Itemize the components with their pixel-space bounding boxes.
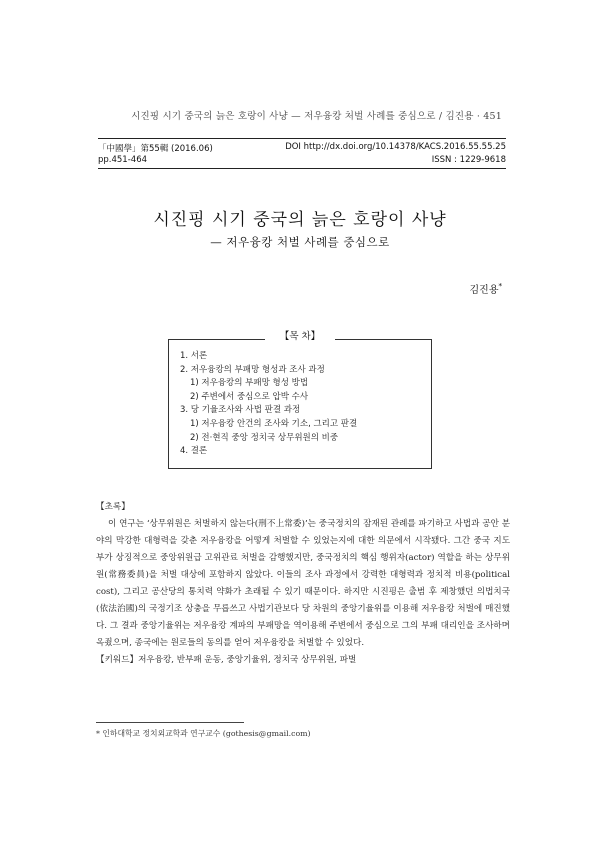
keywords: 【키워드】저우융캉, 반부패 운동, 중앙기율위, 정치국 상무위원, 파벌 [96,655,357,665]
footnote: * 인하대학교 정치외교학과 연구교수 (gothesis@gmail.com) [96,729,311,738]
abstract-body: 이 연구는 ‘상무위원은 처벌하지 않는다(刑不上常委)’는 중국정치의 잠재된 관례를 파기하고 사법과 공안 분야의 막강한 대형력을 갖춘 저우융캉을 어떻게 처벌할 수 있었는지에 대한 의문에서 시작됐다. 그간 중국 지도부가 상징적으로 중앙위원급 고위관료 처벌을 감행했지만, 중국정치의 핵심 행위자(actor) 역할을 하는 상무위원(常務委員)을 처벌 대상에 포함하지 않았다. 이들의 조사 과정에서 강력한 대형력과 정치적 비용(political cost), 그리고 공산당의 통치력 약화가 초래될 수 있기 때문이다. 하지만 시진핑은 출범 후 제창했던 의법치국(依法治國)의 국정기조 상충을 무릅쓰고 사법기관보다 당 차원의 중앙기율위를 이용해 저우융캉 처벌에 매진했다. 그 결과 중앙기율위는 저우융캉 계파의 부패망을 역이용해 주변에서 중심으로 그의 부패 대리인을 조사하며 옥죘으며, 종국에는 원로들의 동의를 얻어 저우융캉을 처벌할 수 있었다. [96,519,510,648]
paper-subtitle: — 저우융캉 처벌 사례를 중심으로 [210,235,390,249]
toc-heading: 【목 차】 [265,328,335,342]
toc-item: 1) 저우융캉의 부패망 형성 방법 [190,378,309,389]
toc-item: 2. 저우융캉의 부패망 형성과 조사 과정 [180,364,325,375]
author-footnote-mark: * [498,282,502,291]
toc-item: 1) 저우융캉 안건의 조사와 기소, 그리고 판결 [190,418,358,429]
meta-top-rule [98,138,506,139]
author-name: 김진용 [469,285,499,296]
doi: DOI http://dx.doi.org/10.14378/KACS.2016.55.55.25 [285,142,506,152]
toc-item: 4. 결론 [180,446,208,457]
author [470,281,502,296]
abstract-label: 【초록】 [96,502,130,512]
toc-item: 2) 전·현직 중앙 정치국 상무위원의 비중 [190,432,339,443]
journal-info: 「中國學」第55輯 (2016.06) [98,144,213,154]
toc-item: 3. 당 기율조사와 사법 판결 과정 [180,405,301,416]
abstract [96,499,510,669]
page-range: pp.451-464 [98,155,148,165]
toc-item: 2) 주변에서 중심으로 압박 수사 [190,391,309,402]
footnote-rule [96,722,244,723]
issn: ISSN : 1229-9618 [431,155,506,165]
toc-list [180,350,357,459]
toc-item: 1. 서론 [180,351,208,361]
paper-title: 시진핑 시기 중국의 늙은 호랑이 사냥 [153,210,447,230]
meta-bottom-rule [98,168,506,169]
running-head: 시진핑 시기 중국의 늙은 호랑이 사냥 — 저우융캉 처벌 사례를 중심으로 / 김진용 · 451 [131,111,502,122]
